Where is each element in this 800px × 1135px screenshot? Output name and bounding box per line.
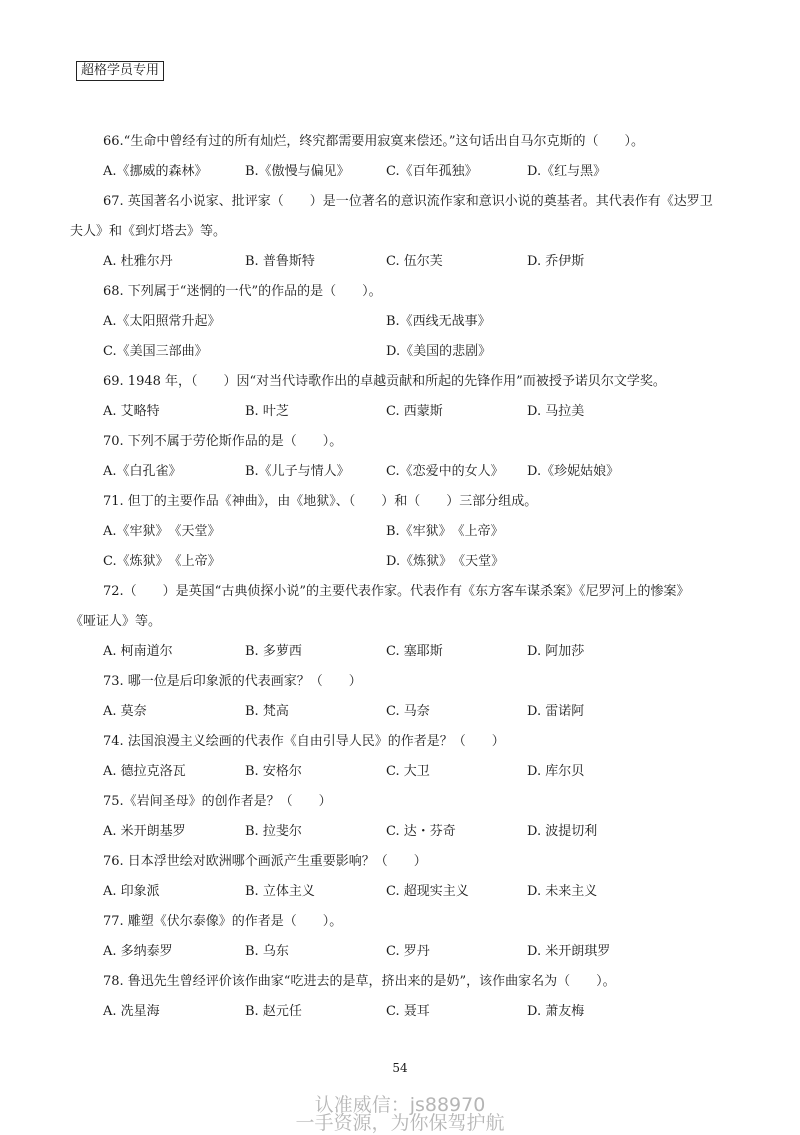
- question-74-stem: 74. 法国浪漫主义绘画的代表作《自由引导人民》的作者是？（ ）: [103, 734, 505, 749]
- student-only-badge: 超格学员专用: [76, 61, 164, 81]
- question-66-options: [103, 157, 703, 187]
- question-69-stem: 69. 1948 年，（ ）因“对当代诗歌作出的卓越贡献和所起的先锋作用”而被授予诺贝尔文学奖。: [103, 374, 666, 389]
- option-b: B. 多萝西: [245, 644, 302, 659]
- question-73-stem: 73. 哪一位是后印象派的代表画家？（ ）: [103, 674, 362, 689]
- option-c: C.《百年孤独》: [386, 164, 478, 179]
- question-68-stem: 68. 下列属于“迷惘的一代”的作品的是（ ）。: [103, 284, 382, 299]
- option-a: A. 冼星海: [103, 1004, 160, 1019]
- question-75-stem: 75.《岩间圣母》的创作者是？（ ）: [103, 794, 332, 809]
- option-a: A.《太阳照常升起》: [103, 314, 221, 329]
- question-76-options: [103, 877, 703, 907]
- watermark-contact: 认准威信：js88970: [314, 1094, 486, 1116]
- option-b: B. 梵高: [245, 704, 289, 719]
- option-d: D. 库尔贝: [527, 764, 585, 779]
- option-b: B.《西线无战事》: [386, 314, 491, 329]
- option-d: D.《红与黑》: [527, 164, 607, 179]
- question-75-options: [103, 817, 703, 847]
- option-b: B. 立体主义: [245, 884, 315, 899]
- question-72-stem: 72.（ ）是英国“古典侦探小说”的主要代表作家。代表作有《东方客车谋杀案》《尼罗河上的惨案》: [103, 584, 690, 599]
- question-78-stem: 78. 鲁迅先生曾经评价该作曲家“吃进去的是草，挤出来的是奶”，该作曲家名为（ ）。: [103, 974, 616, 989]
- question-72-stem-continued: 《哑证人》等。: [70, 614, 162, 629]
- page-number: 54: [392, 1061, 408, 1075]
- option-a: A. 艾略特: [103, 404, 160, 419]
- watermark-slogan: 一手资源，为你保驾护航: [295, 1112, 505, 1134]
- question-71-options-row1: [103, 517, 703, 547]
- question-73-options: [103, 697, 703, 727]
- option-d: D.《美国的悲剧》: [386, 344, 492, 359]
- option-b: B.《儿子与情人》: [245, 464, 350, 479]
- option-a: A. 柯南道尔: [103, 644, 173, 659]
- option-d: D. 阿加莎: [527, 644, 585, 659]
- option-b: B.《牢狱》 《上帝》: [386, 524, 504, 539]
- option-c: C. 西蒙斯: [386, 404, 443, 419]
- option-b: B. 安格尔: [245, 764, 302, 779]
- option-d: D. 萧友梅: [527, 1004, 585, 1019]
- option-d: D. 乔伊斯: [527, 254, 585, 269]
- question-77-stem: 77. 雕塑《伏尔泰像》的作者是（ ）。: [103, 914, 343, 929]
- question-67-stem-continued: 夫人》和《到灯塔去》等。: [70, 224, 227, 239]
- option-a: A.《挪威的森林》: [103, 164, 208, 179]
- option-b: B. 普鲁斯特: [245, 254, 315, 269]
- option-a: A.《白孔雀》: [103, 464, 182, 479]
- option-c: C. 超现实主义: [386, 884, 469, 899]
- option-d: D.《珍妮姑娘》: [527, 464, 620, 479]
- option-c: C.《恋爱中的女人》: [386, 464, 504, 479]
- option-a: A. 多纳泰罗: [103, 944, 173, 959]
- option-a: A. 印象派: [103, 884, 160, 899]
- option-a: A. 莫奈: [103, 704, 147, 719]
- option-c: C. 塞耶斯: [386, 644, 443, 659]
- question-67-stem: 67. 英国著名小说家、批评家（ ）是一位著名的意识流作家和意识小说的奠基者。其代表作有《达罗卫: [103, 194, 713, 209]
- question-69-options: [103, 397, 703, 427]
- option-d: D. 马拉美: [527, 404, 585, 419]
- question-71-options-row2: [103, 547, 703, 577]
- option-c: C.《炼狱》 《上帝》: [103, 554, 221, 569]
- question-70-options: [103, 457, 703, 487]
- option-d: D. 米开朗琪罗: [527, 944, 611, 959]
- question-76-stem: 76. 日本浮世绘对欧洲哪个画派产生重要影响？（ ）: [103, 854, 427, 869]
- option-b: B. 拉斐尔: [245, 824, 302, 839]
- option-b: B.《傲慢与偏见》: [245, 164, 350, 179]
- option-c: C.《美国三部曲》: [103, 344, 208, 359]
- question-67-options: [103, 247, 703, 277]
- question-66-stem: 66.“生命中曾经有过的所有灿烂，终究都需要用寂寞来偿还。”这句话出自马尔克斯的（ ）。: [103, 134, 644, 149]
- option-c: C. 达・芬奇: [386, 824, 456, 839]
- option-c: C. 聂耳: [386, 1004, 430, 1019]
- question-70-stem: 70. 下列不属于劳伦斯作品的是（ ）。: [103, 434, 343, 449]
- question-78-options: [103, 997, 703, 1027]
- option-b: B. 赵元任: [245, 1004, 302, 1019]
- option-a: A. 德拉克洛瓦: [103, 764, 186, 779]
- option-c: C. 罗丹: [386, 944, 430, 959]
- question-68-options-row2: [103, 337, 703, 367]
- option-d: D.《炼狱》 《天堂》: [386, 554, 505, 569]
- option-a: A. 杜雅尔丹: [103, 254, 173, 269]
- option-b: B. 叶芝: [245, 404, 289, 419]
- question-68-options-row1: [103, 307, 703, 337]
- option-a: A.《牢狱》 《天堂》: [103, 524, 221, 539]
- question-72-options: [103, 637, 703, 667]
- question-list: [70, 127, 713, 1027]
- option-c: C. 伍尔芙: [386, 254, 443, 269]
- option-d: D. 波提切利: [527, 824, 598, 839]
- option-d: D. 未来主义: [527, 884, 598, 899]
- question-71-stem: 71. 但丁的主要作品《神曲》，由《地狱》、（ ）和（ ）三部分组成。: [103, 494, 538, 509]
- question-77-options: [103, 937, 703, 967]
- option-d: D. 雷诺阿: [527, 704, 585, 719]
- option-c: C. 马奈: [386, 704, 430, 719]
- question-74-options: [103, 757, 703, 787]
- option-a: A. 米开朗基罗: [103, 824, 186, 839]
- option-b: B. 乌东: [245, 944, 289, 959]
- option-c: C. 大卫: [386, 764, 430, 779]
